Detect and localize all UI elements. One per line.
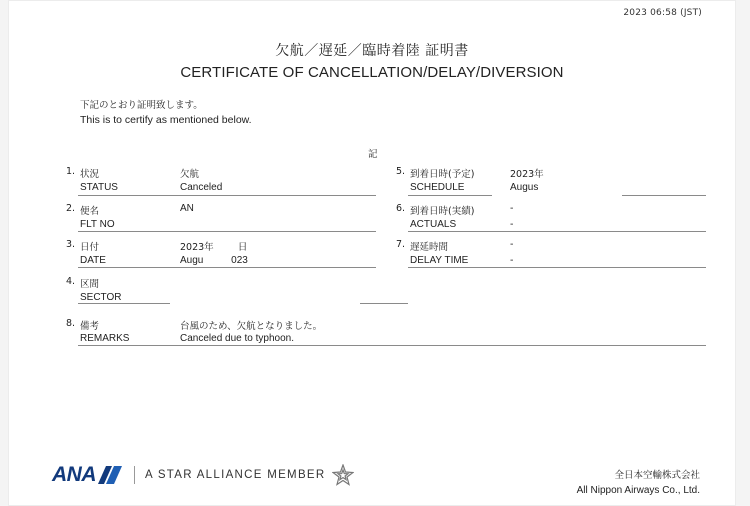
flt-no-label-ja: 便名 — [80, 206, 100, 217]
date-label-en: DATE — [80, 255, 106, 266]
footer-branding — [52, 460, 354, 490]
ana-logo-icon — [98, 466, 122, 484]
footer-separator — [134, 466, 135, 484]
actuals-label-en: ACTUALS — [410, 219, 457, 230]
certificate-page — [8, 0, 736, 506]
remarks-value-ja: 台風のため、欠航となりました。 — [180, 321, 323, 332]
schedule-number: 5. — [396, 166, 406, 177]
flt-no-underline — [78, 231, 376, 232]
remarks-underline — [78, 345, 706, 346]
schedule-value-ja: 2023年 — [510, 169, 544, 180]
schedule-label-ja: 到着日時(予定) — [410, 169, 475, 180]
delay-time-number: 7. — [396, 239, 406, 250]
ana-logo-text: ANA — [52, 463, 96, 486]
sector-origin-underline — [78, 303, 170, 304]
date-value-ja: 2023年 日 — [180, 242, 248, 253]
sector-number: 4. — [66, 276, 76, 287]
company-name-japanese: 全日本空輸株式会社 — [614, 470, 700, 481]
status-label-ja: 状況 — [80, 169, 100, 180]
status-value-ja: 欠航 — [180, 169, 200, 180]
actuals-underline — [408, 231, 706, 232]
title-english: CERTIFICATE OF CANCELLATION/DELAY/DIVERSION — [180, 64, 564, 81]
remarks-label-ja: 備考 — [80, 321, 100, 332]
timestamp: 2023 06:58 (JST) — [623, 8, 702, 18]
remarks-value-en: Canceled due to typhoon. — [180, 333, 294, 344]
delay-time-label-ja: 遅延時間 — [410, 242, 449, 253]
status-label-en: STATUS — [80, 182, 118, 193]
remarks-number: 8. — [66, 318, 76, 329]
star-alliance-icon — [332, 464, 354, 486]
sector-label-ja: 区間 — [80, 279, 100, 290]
status-number: 1. — [66, 166, 76, 177]
date-value-en: Augu 023 — [180, 255, 248, 266]
schedule-underline-right — [622, 195, 706, 196]
status-underline — [78, 195, 376, 196]
company-name-english: All Nippon Airways Co., Ltd. — [576, 485, 700, 496]
intro-japanese: 下記のとおり証明致します。 — [80, 100, 203, 111]
flt-no-value: AN — [180, 203, 194, 214]
date-label-ja: 日付 — [80, 242, 100, 253]
sector-label-en: SECTOR — [80, 292, 122, 303]
actuals-label-ja: 到着日時(実績) — [410, 206, 475, 217]
title-japanese: 欠航／遅延／臨時着陸 証明書 — [275, 43, 469, 59]
status-value-en: Canceled — [180, 182, 223, 193]
remarks-label-en: REMARKS — [80, 333, 130, 344]
delay-time-value-en: - — [510, 255, 514, 266]
ki-mark: 記 — [368, 149, 378, 160]
delay-time-label-en: DELAY TIME — [410, 255, 469, 266]
delay-time-underline — [408, 267, 706, 268]
actuals-number: 6. — [396, 203, 406, 214]
schedule-underline — [408, 195, 492, 196]
schedule-label-en: SCHEDULE — [410, 182, 465, 193]
intro-english: This is to certify as mentioned below. — [80, 114, 252, 126]
flt-no-label-en: FLT NO — [80, 219, 115, 230]
actuals-value-en: - — [510, 219, 514, 230]
delay-time-value-ja: - — [510, 239, 514, 250]
sector-destination-underline — [360, 303, 408, 304]
actuals-value-ja: - — [510, 203, 514, 214]
date-underline — [78, 267, 376, 268]
date-number: 3. — [66, 239, 76, 250]
flt-no-number: 2. — [66, 203, 76, 214]
schedule-value-en: Augus — [510, 182, 539, 193]
star-alliance-text: A STAR ALLIANCE MEMBER — [145, 469, 326, 481]
